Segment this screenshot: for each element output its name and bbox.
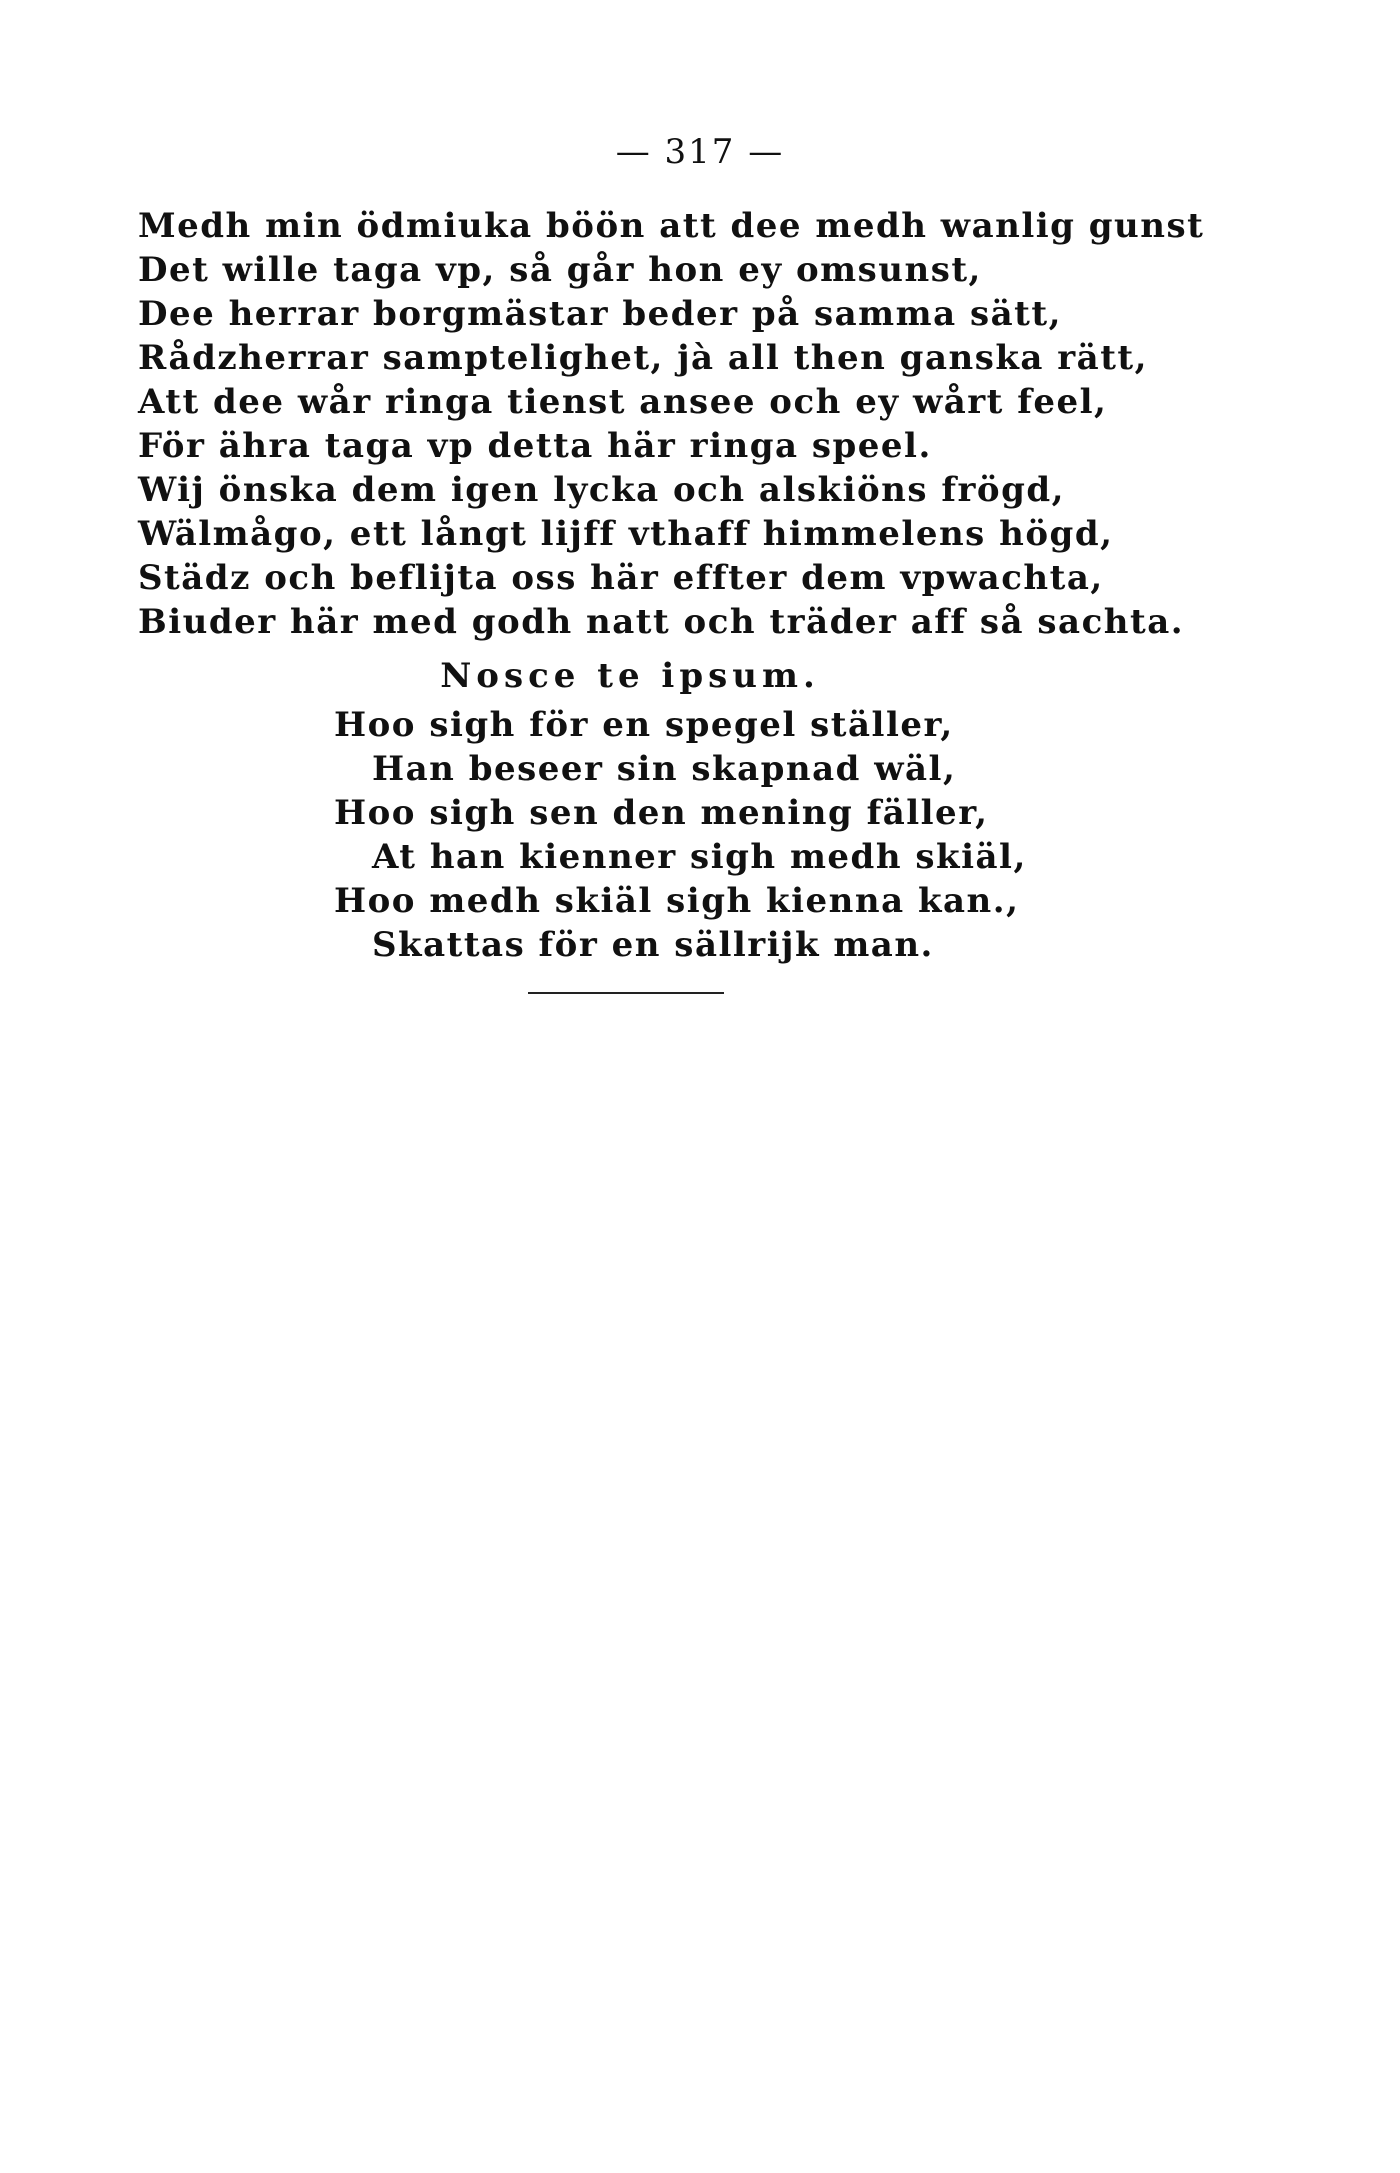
poem-line: Hoo sigh för en spegel ställer, (334, 705, 954, 745)
stanza-line: Städz och beflijta oss här effter dem vpwachta, (138, 558, 1104, 598)
page-number: — 317 — (615, 132, 785, 172)
stanza-line: Biuder här med godh natt och träder aff så sachta. (138, 602, 1185, 642)
stanza-line: Rådzherrar samptelighet, jà all then ganska rätt, (138, 338, 1148, 378)
stanza-line: Dee herrar borgmästar beder på samma sätt, (138, 294, 1062, 334)
poem-line: Hoo medh skiäl sigh kienna kan., (334, 881, 1020, 921)
stanza-line: Wij önska dem igen lycka och alskiöns frögd, (138, 470, 1065, 510)
poem-body (334, 703, 1034, 967)
poem-line: Han beseer sin skapnad wäl, (372, 749, 957, 789)
stanza-line: Att dee wår ringa tienst ansee och ey wårt feel, (138, 382, 1108, 422)
poem-line: Hoo sigh sen den mening fäller, (334, 793, 989, 833)
section-divider (528, 992, 724, 994)
poem-title: Nosce te ipsum. (440, 656, 820, 696)
stanza-line: För ähra taga vp detta här ringa speel. (138, 426, 932, 466)
stanza-line: Det wille taga vp, så går hon ey omsunst, (138, 250, 982, 290)
stanza-line: Wälmågo, ett långt lijff vthaff himmelens högd, (138, 514, 1114, 554)
closing-stanza (138, 204, 1205, 644)
poem-line: Skattas för en sällrijk man. (372, 925, 934, 965)
poem-line: At han kienner sigh medh skiäl, (372, 837, 1027, 877)
stanza-line: Medh min ödmiuka böön att dee medh wanlig gunst (138, 206, 1205, 246)
